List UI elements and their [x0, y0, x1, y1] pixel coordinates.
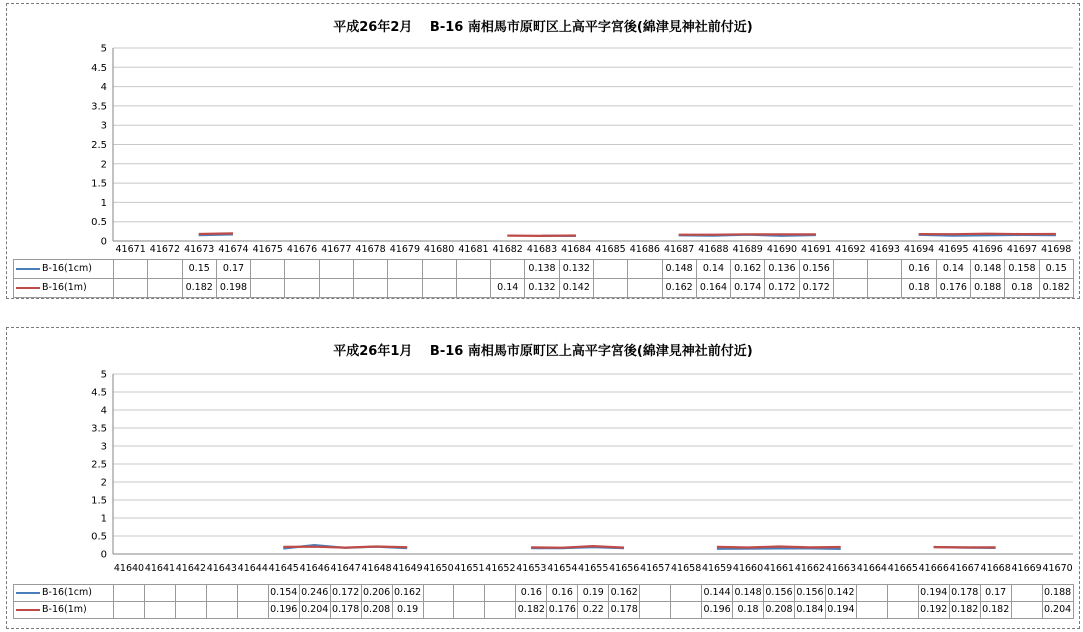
y-tick-label: 2.5 — [91, 140, 107, 151]
data-label: 0.156 — [799, 259, 833, 278]
data-label: 0.156 — [764, 584, 795, 601]
data-label — [237, 601, 268, 618]
data-label: 0.204 — [299, 601, 330, 618]
data-label — [206, 601, 237, 618]
x-tick-label: 41648 — [361, 562, 392, 574]
x-tick-label: 41698 — [1041, 244, 1072, 256]
data-label: 0.194 — [825, 601, 856, 618]
series-line-1m — [199, 233, 233, 234]
data-label: 0.136 — [765, 259, 799, 278]
data-label: 0.148 — [733, 584, 764, 601]
x-tick-label: 41669 — [1011, 562, 1042, 574]
x-tick-label: 41697 — [1006, 244, 1038, 256]
data-label: 0.14 — [936, 259, 970, 278]
x-tick-label: 41647 — [330, 562, 361, 574]
data-label: 0.164 — [696, 278, 730, 297]
chart-title: 平成26年2月 B-16 南相馬市原町区上高平字宮後(綿津見神社前付近) — [333, 20, 753, 35]
data-label: 0.188 — [971, 278, 1005, 297]
series-line-1m — [531, 546, 624, 548]
data-label: 0.182 — [980, 601, 1011, 618]
data-label — [285, 278, 319, 297]
data-label — [423, 601, 454, 618]
data-label — [144, 584, 175, 601]
data-label — [454, 601, 485, 618]
y-tick-label: 0.5 — [91, 217, 107, 229]
x-tick-label: 41674 — [218, 244, 249, 256]
x-tick-label: 41664 — [856, 562, 887, 574]
y-tick-label: 1 — [100, 513, 107, 525]
data-label: 0.132 — [525, 278, 559, 297]
data-label: 0.158 — [1005, 259, 1039, 278]
data-label — [833, 259, 867, 278]
series-line-1m — [717, 547, 841, 548]
data-label — [593, 278, 627, 297]
data-label — [423, 584, 454, 601]
data-label: 0.198 — [216, 278, 250, 297]
data-label — [868, 278, 902, 297]
data-label — [856, 601, 887, 618]
x-tick-label: 41657 — [640, 562, 671, 574]
x-tick-label: 41662 — [794, 562, 826, 574]
x-tick-label: 41672 — [149, 244, 181, 256]
x-tick-label: 41683 — [526, 244, 558, 256]
data-label — [485, 601, 516, 618]
data-label: 0.208 — [764, 601, 795, 618]
data-label — [640, 584, 671, 601]
data-label: 0.18 — [1005, 278, 1039, 297]
y-tick-label: 4 — [100, 82, 107, 94]
x-tick-label: 41640 — [113, 562, 145, 574]
data-label — [144, 601, 175, 618]
y-tick-label: 1.5 — [91, 178, 107, 190]
x-tick-label: 41694 — [903, 244, 935, 256]
data-label — [148, 278, 182, 297]
legend-entry — [14, 584, 114, 601]
data-label: 0.18 — [733, 601, 764, 618]
x-tick-label: 41692 — [835, 244, 866, 256]
data-label — [491, 259, 525, 278]
data-label: 0.176 — [936, 278, 970, 297]
legend-swatch — [16, 287, 40, 289]
data-label: 0.17 — [980, 584, 1011, 601]
data-label: 0.15 — [182, 259, 216, 278]
y-tick-label: 5 — [100, 43, 107, 55]
data-label — [237, 584, 268, 601]
data-label — [628, 259, 662, 278]
x-tick-label: 41675 — [252, 244, 283, 256]
data-label — [148, 259, 182, 278]
x-tick-label: 41651 — [454, 562, 485, 574]
table-row — [14, 278, 1074, 297]
data-label: 0.162 — [609, 584, 640, 601]
y-tick-label: 3.5 — [91, 101, 107, 113]
data-label: 0.132 — [559, 259, 593, 278]
data-label — [833, 278, 867, 297]
data-label — [319, 278, 353, 297]
data-label: 0.176 — [547, 601, 578, 618]
table-row — [14, 601, 1074, 618]
x-tick-label: 41671 — [115, 244, 146, 256]
table-row — [14, 584, 1074, 601]
legend-entry — [14, 259, 114, 278]
data-label — [114, 601, 145, 618]
x-tick-label: 41666 — [918, 562, 949, 574]
x-tick-label: 41641 — [144, 562, 176, 574]
x-tick-label: 41673 — [184, 244, 215, 256]
data-label — [353, 259, 387, 278]
data-label: 0.196 — [702, 601, 733, 618]
x-tick-label: 41689 — [732, 244, 763, 256]
data-label: 0.178 — [330, 601, 361, 618]
data-label: 0.16 — [902, 259, 936, 278]
x-tick-label: 41652 — [485, 562, 516, 574]
data-label — [454, 584, 485, 601]
data-label — [422, 278, 456, 297]
data-label: 0.162 — [392, 584, 423, 601]
data-label — [175, 601, 206, 618]
data-label: 0.162 — [662, 278, 696, 297]
legend-swatch — [16, 268, 40, 270]
x-tick-label: 41695 — [938, 244, 969, 256]
series-line-1cm — [717, 548, 841, 549]
series-line-1m — [919, 234, 1056, 235]
x-tick-label: 41696 — [972, 244, 1003, 256]
x-tick-label: 41646 — [299, 562, 330, 574]
x-tick-label: 41693 — [869, 244, 900, 256]
data-label: 0.144 — [702, 584, 733, 601]
data-label — [388, 278, 422, 297]
x-tick-label: 41643 — [206, 562, 237, 574]
data-label: 0.162 — [731, 259, 765, 278]
x-tick-label: 41679 — [389, 244, 420, 256]
data-label: 0.196 — [268, 601, 299, 618]
x-tick-label: 41649 — [392, 562, 423, 574]
x-tick-label: 41680 — [424, 244, 455, 256]
data-label — [114, 259, 148, 278]
data-label: 0.14 — [491, 278, 525, 297]
y-tick-label: 3 — [100, 441, 107, 453]
chart-title: 平成26年1月 B-16 南相馬市原町区上高平字宮後(綿津見神社前付近) — [333, 344, 753, 359]
data-label — [388, 259, 422, 278]
x-tick-label: 41684 — [561, 244, 592, 256]
x-tick-label: 41660 — [732, 562, 764, 574]
x-tick-label: 41663 — [825, 562, 857, 574]
data-label — [1011, 584, 1042, 601]
x-tick-label: 41678 — [355, 244, 386, 256]
x-tick-label: 41656 — [609, 562, 640, 574]
data-label: 0.178 — [609, 601, 640, 618]
chart-panel-feb — [6, 3, 1080, 299]
table-corner — [14, 554, 114, 584]
data-label — [251, 259, 285, 278]
data-label: 0.204 — [1042, 601, 1073, 618]
data-label: 0.148 — [971, 259, 1005, 278]
x-tick-label: 41658 — [671, 562, 702, 574]
data-label — [456, 259, 490, 278]
legend-label: B-16(1m) — [42, 282, 87, 293]
data-label: 0.192 — [918, 601, 949, 618]
series-line-1m — [283, 547, 407, 548]
data-label — [251, 278, 285, 297]
x-tick-label: 41687 — [664, 244, 695, 256]
legend-label: B-16(1m) — [42, 604, 87, 615]
data-label: 0.182 — [516, 601, 547, 618]
legend-entry — [14, 278, 114, 297]
x-tick-label: 41644 — [237, 562, 268, 574]
data-label — [353, 278, 387, 297]
data-label: 0.16 — [516, 584, 547, 601]
data-label: 0.142 — [825, 584, 856, 601]
data-label — [285, 259, 319, 278]
x-tick-label: 41659 — [701, 562, 733, 574]
y-tick-label: 1.5 — [91, 495, 107, 507]
x-tick-label: 41650 — [423, 562, 454, 574]
data-label: 0.172 — [765, 278, 799, 297]
data-label: 0.184 — [794, 601, 825, 618]
x-tick-label: 41654 — [547, 562, 578, 574]
data-label — [456, 278, 490, 297]
data-label — [628, 278, 662, 297]
data-label: 0.182 — [182, 278, 216, 297]
y-tick-label: 3 — [100, 120, 107, 132]
data-label — [114, 584, 145, 601]
data-label: 0.22 — [578, 601, 609, 618]
data-label: 0.156 — [794, 584, 825, 601]
data-label: 0.15 — [1039, 259, 1073, 278]
legend-swatch — [16, 609, 40, 611]
x-tick-label: 41681 — [458, 244, 489, 256]
x-tick-label: 41682 — [492, 244, 523, 256]
data-label: 0.18 — [902, 278, 936, 297]
y-tick-label: 2.5 — [91, 459, 107, 471]
y-tick-label: 1 — [100, 197, 107, 209]
y-tick-label: 5 — [100, 369, 107, 381]
x-tick-label: 41686 — [629, 244, 660, 256]
data-label — [887, 601, 918, 618]
x-tick-label: 41688 — [698, 244, 729, 256]
data-label — [887, 584, 918, 601]
chart-panel-jan — [6, 327, 1080, 629]
y-tick-label: 2 — [100, 159, 107, 171]
x-tick-label: 41677 — [321, 244, 352, 256]
x-tick-label: 41653 — [516, 562, 547, 574]
data-label: 0.138 — [525, 259, 559, 278]
legend-label: B-16(1cm) — [42, 263, 92, 274]
data-label: 0.142 — [559, 278, 593, 297]
x-tick-label: 41665 — [887, 562, 918, 574]
x-tick-label: 41661 — [763, 562, 795, 574]
data-label: 0.14 — [696, 259, 730, 278]
data-label — [319, 259, 353, 278]
data-label — [671, 601, 702, 618]
data-label: 0.172 — [799, 278, 833, 297]
y-tick-label: 3.5 — [91, 423, 107, 435]
y-tick-label: 0.5 — [91, 531, 107, 543]
table-row — [14, 259, 1074, 278]
data-label — [206, 584, 237, 601]
x-tick-label: 41676 — [286, 244, 318, 256]
data-label: 0.206 — [361, 584, 392, 601]
data-label: 0.182 — [949, 601, 980, 618]
data-label: 0.172 — [330, 584, 361, 601]
data-label: 0.178 — [949, 584, 980, 601]
data-label — [485, 584, 516, 601]
table-corner — [14, 241, 114, 259]
y-tick-label: 0 — [100, 236, 107, 248]
legend-entry — [14, 601, 114, 618]
x-tick-label: 41670 — [1042, 562, 1073, 574]
data-label: 0.19 — [578, 584, 609, 601]
data-label — [114, 278, 148, 297]
data-label — [856, 584, 887, 601]
data-label — [593, 259, 627, 278]
x-tick-label: 41667 — [949, 562, 980, 574]
y-tick-label: 2 — [100, 477, 107, 489]
x-tick-label: 41668 — [980, 562, 1011, 574]
data-label — [868, 259, 902, 278]
data-label: 0.154 — [268, 584, 299, 601]
data-label: 0.174 — [731, 278, 765, 297]
data-label: 0.17 — [216, 259, 250, 278]
data-label — [671, 584, 702, 601]
y-tick-label: 4.5 — [91, 387, 107, 399]
data-label: 0.208 — [361, 601, 392, 618]
data-label — [640, 601, 671, 618]
data-label: 0.246 — [299, 584, 330, 601]
data-label: 0.182 — [1039, 278, 1073, 297]
y-tick-label: 4.5 — [91, 62, 107, 74]
x-tick-label: 41690 — [766, 244, 798, 256]
data-table-jan — [13, 554, 1074, 619]
data-label — [1011, 601, 1042, 618]
x-tick-label: 41642 — [175, 562, 206, 574]
data-label: 0.194 — [918, 584, 949, 601]
x-tick-label: 41655 — [578, 562, 609, 574]
y-tick-label: 4 — [100, 405, 107, 417]
legend-label: B-16(1cm) — [42, 587, 92, 598]
y-tick-label: 0 — [100, 549, 107, 561]
legend-swatch — [16, 592, 40, 594]
data-label: 0.188 — [1042, 584, 1073, 601]
data-label — [175, 584, 206, 601]
data-table-feb — [13, 241, 1074, 298]
x-tick-label: 41645 — [268, 562, 299, 574]
x-tick-label: 41691 — [801, 244, 832, 256]
data-label: 0.19 — [392, 601, 423, 618]
data-label — [422, 259, 456, 278]
data-label: 0.16 — [547, 584, 578, 601]
x-tick-label: 41685 — [595, 244, 626, 256]
data-label: 0.148 — [662, 259, 696, 278]
